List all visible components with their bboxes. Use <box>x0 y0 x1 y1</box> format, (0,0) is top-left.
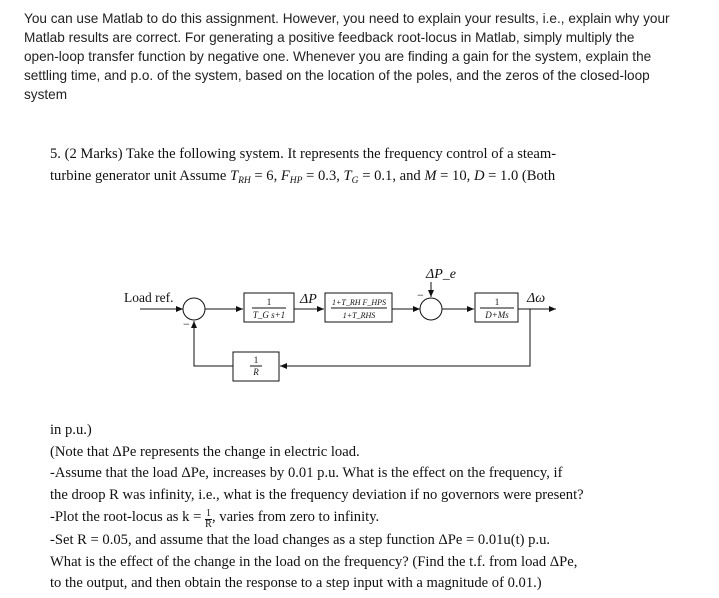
f-hp-value: = 0.3, <box>302 168 344 184</box>
t-rh-value: = 6, <box>250 168 281 184</box>
feedback-line-left <box>194 321 233 366</box>
t-rh-subscript: RH <box>238 176 251 186</box>
block2-numerator: 1+T_RH F_HPS <box>331 298 387 307</box>
output-delta-omega-label: Δω <box>527 291 546 306</box>
k-fraction-numerator: 1 <box>205 507 211 519</box>
f-hp-symbol: F <box>280 168 290 184</box>
question-line-2-prefix: turbine generator unit Assume <box>50 168 230 184</box>
instructions-line-4: settling time, and p.o. of the system, based on the location of the poles, and the zeros of the closed-loop <box>24 68 650 83</box>
tail-line-3: -Assume that the load ΔPe, increases by 0.01 p.u. What is the effect on the frequency, if <box>50 465 563 482</box>
tail-line-6: -Set R = 0.05, and assume that the load changes as a step function ΔPe = 0.01u(t) p.u. <box>50 531 551 548</box>
tail-line-5 <box>50 507 690 530</box>
d-symbol: D <box>473 168 485 184</box>
tail-line-4: the droop R was infinity, i.e., what is the frequency deviation if no governors were present? <box>50 487 584 504</box>
minus-sign-junction-2: − <box>417 288 424 302</box>
tail-line-5-part-a: -Plot the root-locus as k = <box>50 508 205 525</box>
t-g-symbol: T <box>343 168 352 184</box>
droop-numerator: 1 <box>253 355 259 365</box>
delta-pe-label: ΔP_e <box>426 267 456 282</box>
k-fraction-denominator: R <box>205 518 212 530</box>
m-value: = 10, <box>436 168 474 184</box>
tail-line-7: What is the effect of the change in the load on the frequency? (Find the t.f. from load ΔPe, <box>50 553 578 570</box>
m-symbol: M <box>424 168 437 184</box>
t-rh-symbol: T <box>229 168 239 184</box>
block3-numerator: 1 <box>494 297 500 307</box>
t-g-value: = 0.1, and <box>358 168 425 184</box>
droop-denominator: R <box>253 367 259 377</box>
question-continuation <box>50 420 690 595</box>
instructions-line-1: You can use Matlab to do this assignment. However, you need to explain your results, i.e., explain why your <box>24 11 670 26</box>
f-hp-subscript: HP <box>289 176 303 186</box>
instructions-line-5: system <box>24 87 68 102</box>
k-fraction <box>205 509 212 530</box>
question-line-1: 5. (2 Marks) Take the following system. It represents the frequency control of a steam- <box>50 146 557 162</box>
block1-numerator: 1 <box>266 297 272 307</box>
instructions-line-3: open-loop transfer function by negative one. Whenever you are finding a gain for the system, explain the <box>24 49 652 64</box>
minus-sign-junction-1: − <box>183 317 190 331</box>
tail-line-1: in p.u.) <box>50 422 92 438</box>
block2-denominator: 1+T_RHS <box>342 311 376 320</box>
block1-denominator: T_G s+1 <box>252 310 286 320</box>
tail-line-8: to the output, and then obtain the response to a step input with a magnitude of 0.01.) <box>50 575 542 592</box>
tail-line-2: (Note that ΔPe represents the change in electric load. <box>50 443 360 460</box>
d-value: = 1.0 (Both <box>484 168 556 184</box>
delta-p-label: ΔP <box>300 292 317 307</box>
load-ref-label: Load ref. <box>124 290 174 305</box>
block3-denominator: D+Ms <box>485 310 509 320</box>
tail-line-5-part-b: , varies from zero to infinity. <box>211 508 380 525</box>
instructions-line-2: Matlab results are correct. For generating a positive feedback root-locus in Matlab, simply multiply the <box>24 30 635 45</box>
t-g-subscript: G <box>351 176 359 186</box>
